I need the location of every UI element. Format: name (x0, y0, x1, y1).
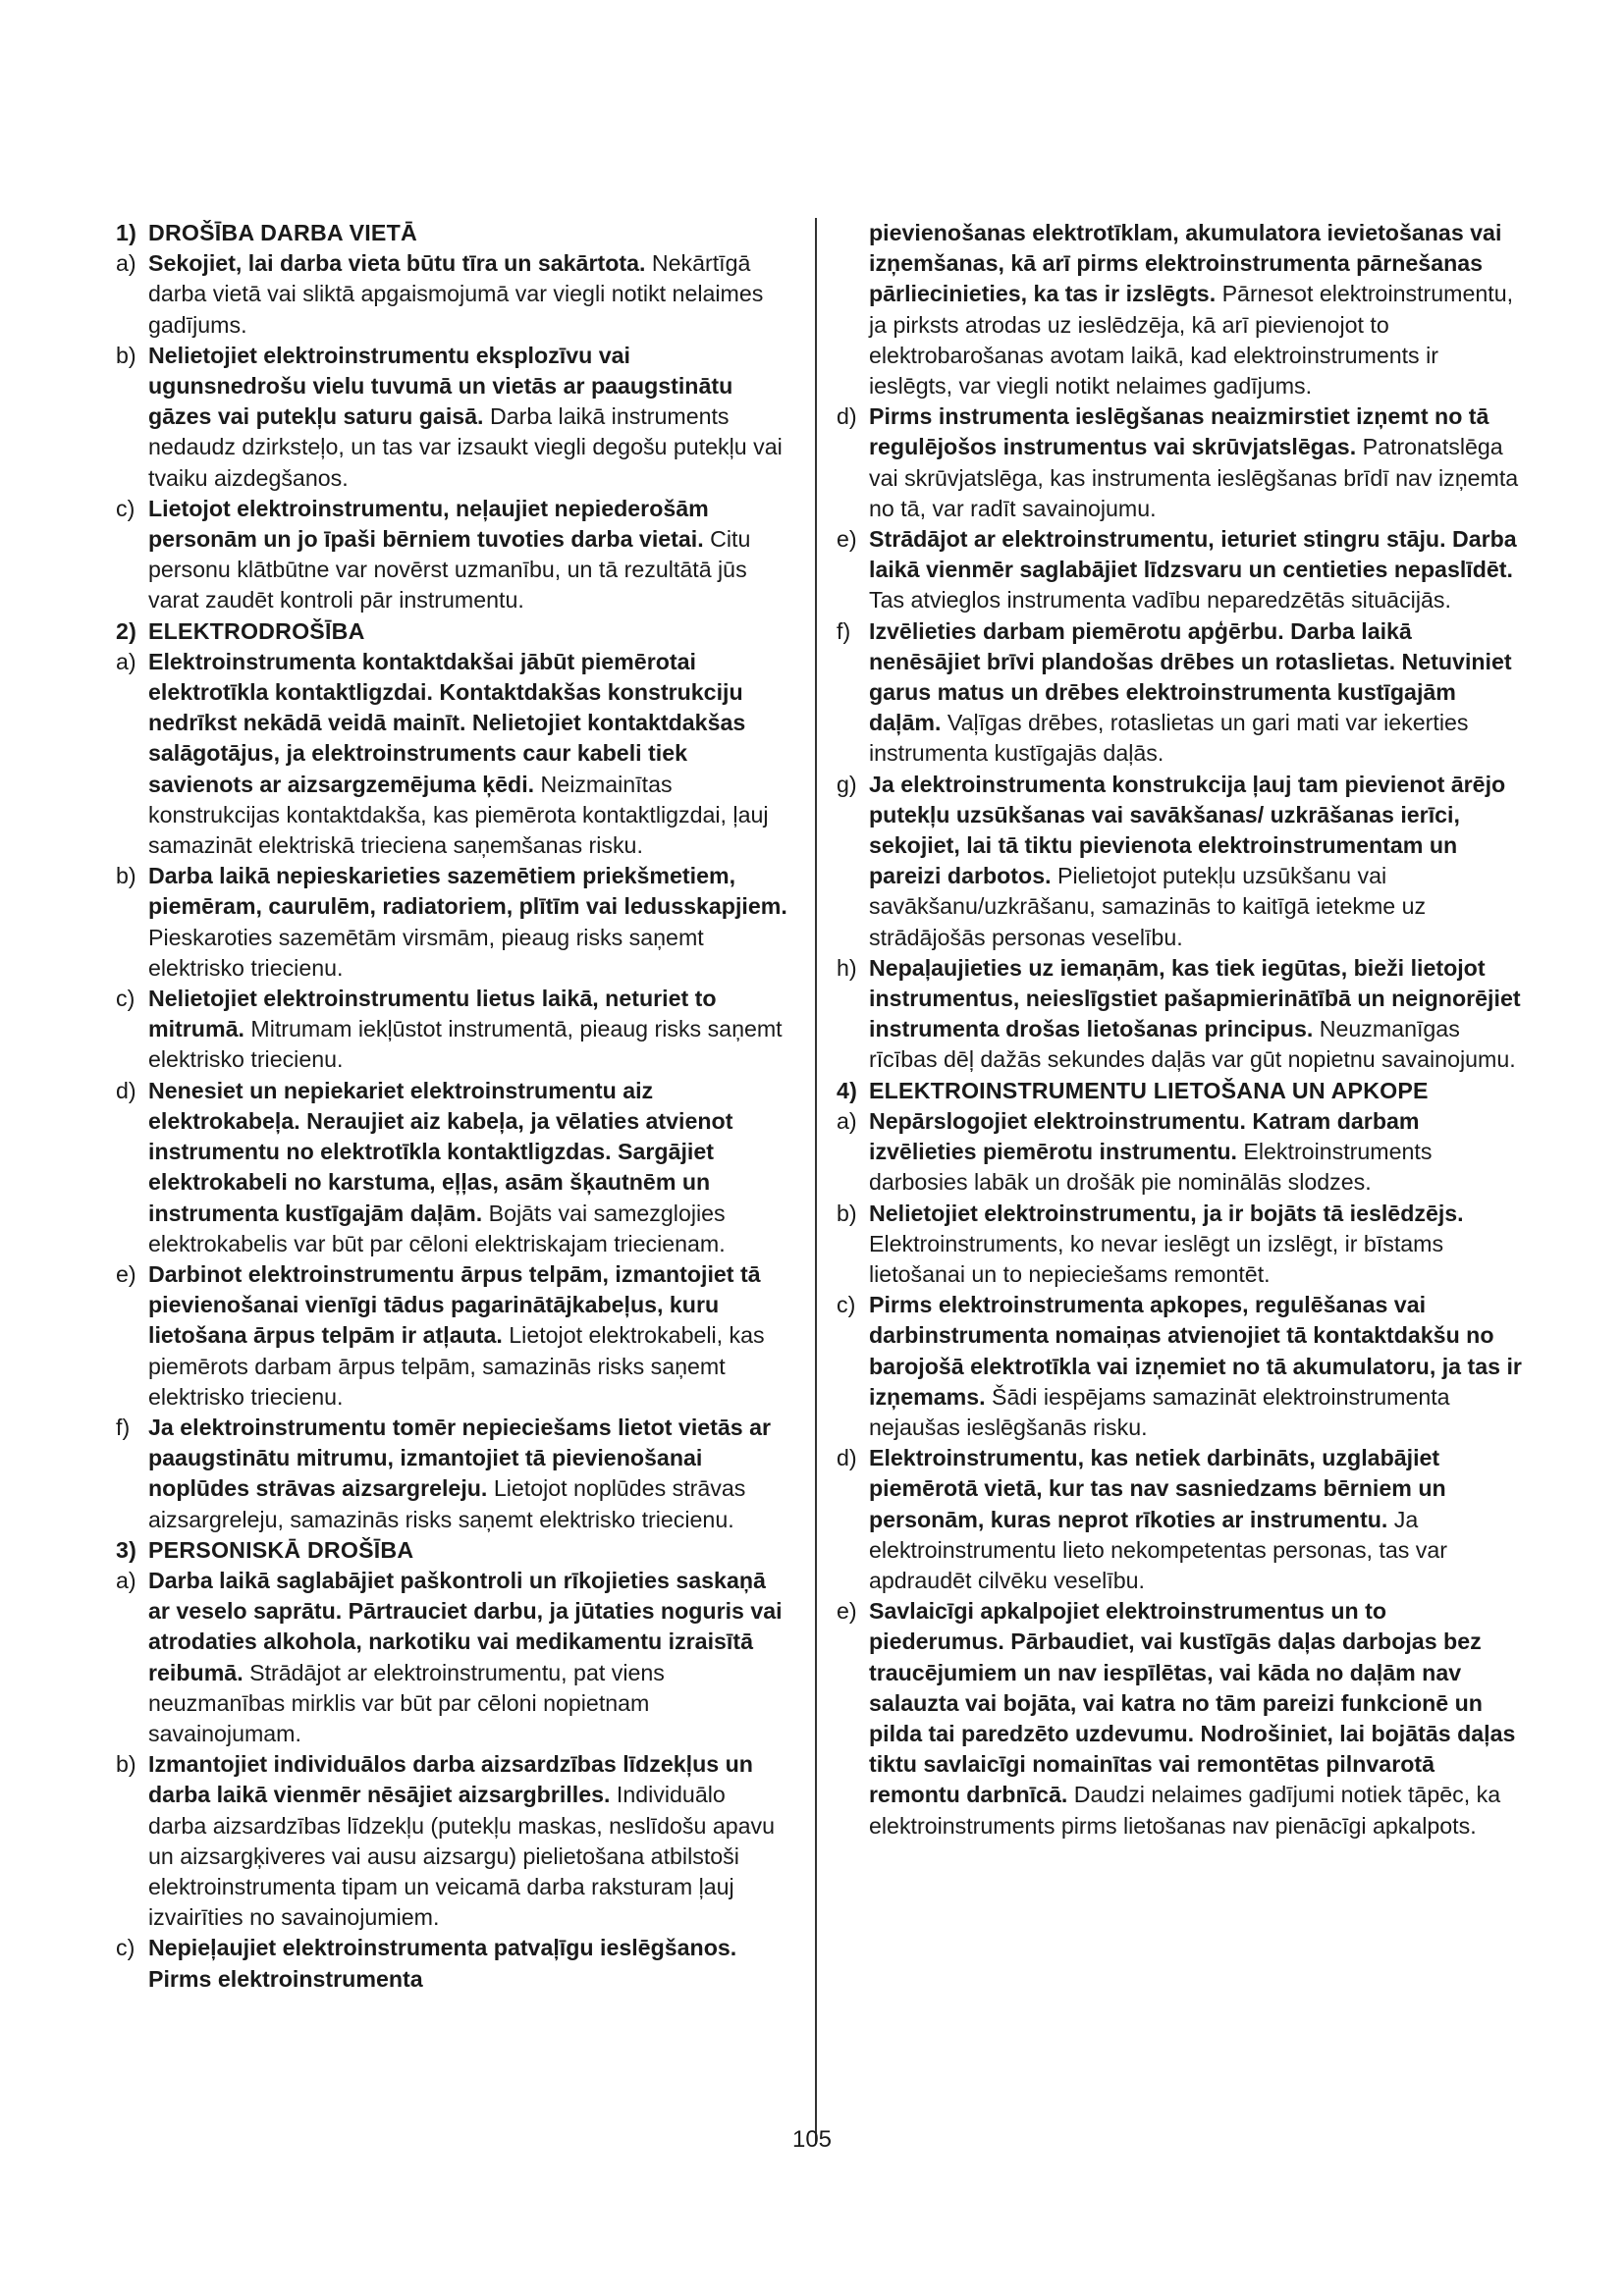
item-label: b) (116, 1751, 136, 1778)
list-item-continued (837, 218, 1526, 401)
list-item (837, 1106, 1526, 1199)
item-instruction: Elektroinstrumentu, kas netiek darbināts, uzglabājiet piemērotā vietā, kur tas nav sasniedzams bērniem un personām, kuras neprot rīkoties ar instrumentu. (869, 1445, 1446, 1532)
item-explanation: Darba laikā instruments nedaudz dzirksteļo, un tas var izsaukt viegli degošu putekļu vai tvaiku aizdegšanos. (148, 403, 783, 491)
list-item (837, 1290, 1526, 1443)
list-item (116, 248, 789, 341)
list-item (837, 1596, 1526, 1842)
item-instruction: Nenesiet un nepiekariet elektroinstrumentu aiz elektrokabeļa. Neraujiet aiz kabeļa, ja vēlaties atvienot instrumentu no elektrotīkla kontaktligzdas. Sargājiet elektrokabeli no karstuma, eļļas, asām šķautnēm un instrumenta kustīgajām daļām. (148, 1077, 733, 1226)
item-instruction: Ja elektroinstrumentu tomēr nepieciešams lietot vietās ar paaugstinātu mitrumu, izmantojiet tā pievienošanai noplūdes strāvas aizsargreleju. (148, 1414, 772, 1502)
item-instruction: Darba laikā saglabājiet paškontroli un rīkojieties saskaņā ar veselo saprātu. Pārtrauciet darbu, ja jūtaties noguris vai atrodaties alkohola, narkotiku vai medikamentu izraisītā reibumā. (148, 1567, 783, 1685)
item-label: c) (116, 495, 135, 521)
list-item (837, 1199, 1526, 1291)
list-item (837, 770, 1526, 953)
page-number: 105 (791, 2126, 833, 2153)
list-item (116, 1259, 789, 1413)
item-instruction: Savlaicīgi apkalpojiet elektroinstrumentus un to piederumus. Pārbaudiet, vai kustīgās daļas darbojas bez traucējumiem un nav iespīlētas, vai kāda no daļām nav salauzta vai bojāta, vai katra no tām pareizi funkcionē un pilda tai paredzēto uzdevumu. Nodrošiniet, lai bojātās daļas tiktu savlaicīgi nomainītas vai remontētas pilnvarotā remontu darbnīcā. (869, 1598, 1516, 1808)
item-explanation: Citu personu klātbūtne var novērst uzmanību, un tā rezultātā jūs varat zaudēt kontroli pār instrumentu. (148, 526, 751, 614)
item-label: c) (116, 986, 135, 1012)
list-item (116, 1413, 789, 1535)
item-explanation: Patronatslēga vai skrūvjatslēga, kas instrumenta ieslēgšanas brīdī nav izņemta no tā, var radīt savainojumu. (869, 434, 1519, 521)
section-heading (116, 1535, 789, 1566)
item-explanation: Bojāts vai samezglojies elektrokabelis var būt par cēloni elektriskajam triecienam. (148, 1200, 726, 1256)
item-instruction: Izmantojiet individuālos darba aizsardzības līdzekļus un darba laikā vienmēr nēsājiet aizsargbrilles. (148, 1751, 753, 1808)
item-explanation: Pārnesot elektroinstrumentu, ja pirksts atrodas uz ieslēdzēja, kā arī pievienojot to elektrobarošanas avotam laikā, kad elektroinstruments ir ieslēgts, var viegli notikt nelaimes gadījums. (869, 281, 1514, 400)
item-label: g) (837, 771, 857, 797)
item-instruction: Pirms instrumenta ieslēgšanas neaizmirstiet izņemt no tā regulējošos instrumentus vai skrūvjatslēgas. (869, 403, 1489, 460)
item-label: f) (837, 617, 851, 644)
item-instruction: Nepārslogojiet elektroinstrumentu. Katram darbam izvēlieties piemērotu instrumentu. (869, 1107, 1420, 1165)
item-instruction: Elektroinstrumenta kontaktdakšai jābūt piemērotai elektrotīkla kontaktligzdai. Kontaktdakšas konstrukciju nedrīkst nekādā veidā mainīt. Nelietojiet kontaktdakšas salāgotājus, ja elektroinstruments caur kabeli tiek savienots ar aizsargzemējuma ķēdi. (148, 648, 746, 797)
item-instruction: Nepaļaujieties uz iemaņām, kas tiek iegūtas, bieži lietojot instrumentus, neieslīgstiet pašapmierinātībā un neignorējiet instrumenta drošas lietošanas principus. (869, 954, 1521, 1042)
list-item (837, 401, 1526, 524)
item-explanation: Nekārtīgā darba vietā vai sliktā apgaismojumā var viegli notikt nelaimes gadījums. (148, 250, 764, 338)
item-explanation: Pieskaroties sazemētām virsmām, pieaug risks saņemt elektrisko triecienu. (148, 924, 704, 981)
section-number: 1) (116, 220, 137, 245)
list-item (116, 861, 789, 984)
section-number: 4) (837, 1077, 858, 1103)
section-number: 3) (116, 1536, 137, 1563)
section-title: ELEKTROINSTRUMENTU LIETOŠANA UN APKOPE (869, 1077, 1429, 1103)
item-label: d) (837, 403, 857, 430)
item-label: a) (837, 1107, 857, 1134)
item-label: a) (116, 648, 136, 674)
column-divider (815, 218, 817, 2144)
list-item (116, 494, 789, 616)
item-label: c) (116, 1935, 135, 1961)
list-item (116, 1076, 789, 1259)
item-label: e) (837, 526, 857, 553)
item-label: b) (837, 1200, 857, 1226)
item-instruction: Darbinot elektroinstrumentu ārpus telpām, izmantojiet tā pievienošanai vienīgi tādus pagarinātājkabeļus, kuru lietošana ārpus telpām ir atļauta. (148, 1260, 761, 1349)
list-item (837, 953, 1526, 1076)
item-label: f) (116, 1414, 131, 1440)
list-item (116, 1566, 789, 1749)
item-explanation: Tas atvieglos instrumenta vadību neparedzētās situācijās. (869, 587, 1451, 614)
item-label: b) (116, 342, 136, 368)
right-column (837, 218, 1526, 1842)
section-heading (116, 218, 789, 248)
section-number: 2) (116, 617, 137, 644)
item-instruction: Ja elektroinstrumenta konstrukcija ļauj tam pievienot ārējo putekļu uzsūkšanas vai savākšanas/ uzkrāšanas ierīci, sekojiet, lai tā tiktu pievienota elektroinstrumentam un pareizi darbotos. (869, 771, 1506, 889)
item-label: c) (837, 1292, 856, 1318)
item-instruction: Izvēlieties darbam piemērotu apģērbu. Darba laikā nenēsājiet brīvi plandošas drēbes un rotaslietas. Netuviniet garus matus un drēbes elektroinstrumenta kustīgajām daļām. (869, 617, 1512, 736)
item-instruction: Nepieļaujiet elektroinstrumenta patvaļīgu ieslēgšanos. Pirms elektroinstrumenta (148, 1935, 737, 1992)
section-title: PERSONISKĀ DROŠĪBA (148, 1536, 414, 1563)
item-explanation: Daudzi nelaimes gadījumi notiek tāpēc, ka elektroinstruments pirms lietošanas nav pienācīgi apkalpots. (869, 1782, 1501, 1839)
item-label: e) (837, 1598, 857, 1625)
item-explanation: Lietojot noplūdes strāvas aizsargreleju, samazinās risks saņemt elektrisko triecienu. (148, 1475, 746, 1532)
item-explanation: Ja elektroinstrumentu lieto nekompetentas personas, tas var apdraudēt cilvēku veselību. (869, 1506, 1448, 1593)
item-instruction: Nelietojiet elektroinstrumentu, ja ir bojāts tā ieslēdzējs. (869, 1200, 1464, 1226)
item-explanation: Šādi iespējams samazināt elektroinstrumenta nejaušas ieslēgšanās risku. (869, 1383, 1450, 1440)
item-label: d) (116, 1077, 136, 1103)
item-label: a) (116, 1567, 136, 1593)
item-label: a) (116, 250, 136, 277)
list-item (116, 1749, 789, 1933)
list-item (116, 1933, 789, 1994)
item-instruction: Darba laikā nepieskarieties sazemētiem priekšmetiem, piemēram, caurulēm, radiatoriem, plītīm vai ledusskapjiem. (148, 863, 787, 920)
item-instruction: Lietojot elektroinstrumentu, neļaujiet nepiederošām personām un jo īpaši bērniem tuvoties darba vietai. (148, 495, 709, 553)
item-instruction: Strādājot ar elektroinstrumentu, ieturiet stingru stāju. Darba laikā vienmēr saglabājiet līdzsvaru un centieties nepaslīdēt. (869, 526, 1517, 583)
item-explanation: Strādājot ar elektroinstrumentu, pat viens neuzmanības mirklis var būt par cēloni nopietnam savainojumam. (148, 1659, 665, 1746)
item-label: e) (116, 1260, 136, 1287)
item-explanation: Lietojot elektrokabeli, kas piemērots darbam ārpus telpām, samazinās risks saņemt elektrisko triecienu. (148, 1322, 765, 1410)
section-heading (116, 616, 789, 647)
item-instruction: Nelietojiet elektroinstrumentu lietus laikā, neturiet to mitrumā. (148, 986, 717, 1042)
item-explanation: Individuālo darba aizsardzības līdzekļu (putekļu maskas, neslīdošu apavu un aizsargķiveres vai ausu aizsargu) pielietošana atbilstoši elektroinstrumenta tipam un veicamā darba raksturam ļauj izvairīties no savainojumiem. (148, 1782, 776, 1931)
item-instruction: Nelietojiet elektroinstrumentu eksplozīvu vai ugunsnedrošu vielu tuvumā un vietās ar paaugstinātu gāzes vai putekļu saturu gaisā. (148, 342, 733, 430)
item-explanation: Vaļīgas drēbes, rotaslietas un gari mati var iekerties instrumenta kustīgajās daļās. (869, 710, 1469, 767)
item-explanation: Pielietojot putekļu uzsūkšanu vai savākšanu/uzkrāšanu, samazinās to kaitīgā ietekme uz strādājošās personas veselību. (869, 863, 1427, 950)
list-item (116, 647, 789, 861)
item-label: d) (837, 1445, 857, 1471)
item-instruction: Pirms elektroinstrumenta apkopes, regulēšanas vai darbinstrumenta nomaiņas atvienojiet tā kontaktdakšu no barojošā elektrotīkla vai izņemiet no tā akumulatoru, ja tas ir izņemams. (869, 1292, 1522, 1410)
list-item (837, 616, 1526, 770)
item-label: h) (837, 954, 857, 981)
item-instruction: Sekojiet, lai darba vieta būtu tīra un sakārtota. (148, 250, 646, 277)
left-column (116, 218, 789, 1995)
section-title: DROŠĪBA DARBA VIETĀ (148, 220, 417, 245)
item-instruction: pievienošanas elektrotīklam, akumulatora ievietošanas vai izņemšanas, kā arī pirms elektroinstrumenta pārnešanas pārliecinieties, ka tas ir izslēgts. (869, 220, 1502, 307)
item-explanation: Neuzmanīgas rīcības dēļ dažās sekundes daļās var gūt nopietnu savainojumu. (869, 1016, 1516, 1073)
list-item (116, 341, 789, 494)
section-title: ELEKTRODROŠĪBA (148, 617, 365, 644)
list-item (837, 524, 1526, 616)
list-item (116, 984, 789, 1076)
item-explanation: Elektroinstruments darbosies labāk un drošāk pie nominālās slodzes. (869, 1139, 1433, 1196)
item-explanation: Neizmainītas konstrukcijas kontaktdakša, kas piemērota kontaktligzdai, ļauj samazināt elektriskā trieciena saņemšanas risku. (148, 771, 769, 859)
list-item (837, 1443, 1526, 1596)
item-explanation: Elektroinstruments, ko nevar ieslēgt un izslēgt, ir bīstams lietošanai un to nepieciešams remontēt. (869, 1230, 1444, 1287)
section-heading (837, 1076, 1526, 1106)
item-explanation: Mitrumam iekļūstot instrumentā, pieaug risks saņemt elektrisko triecienu. (148, 1016, 783, 1073)
item-label: b) (116, 863, 136, 889)
